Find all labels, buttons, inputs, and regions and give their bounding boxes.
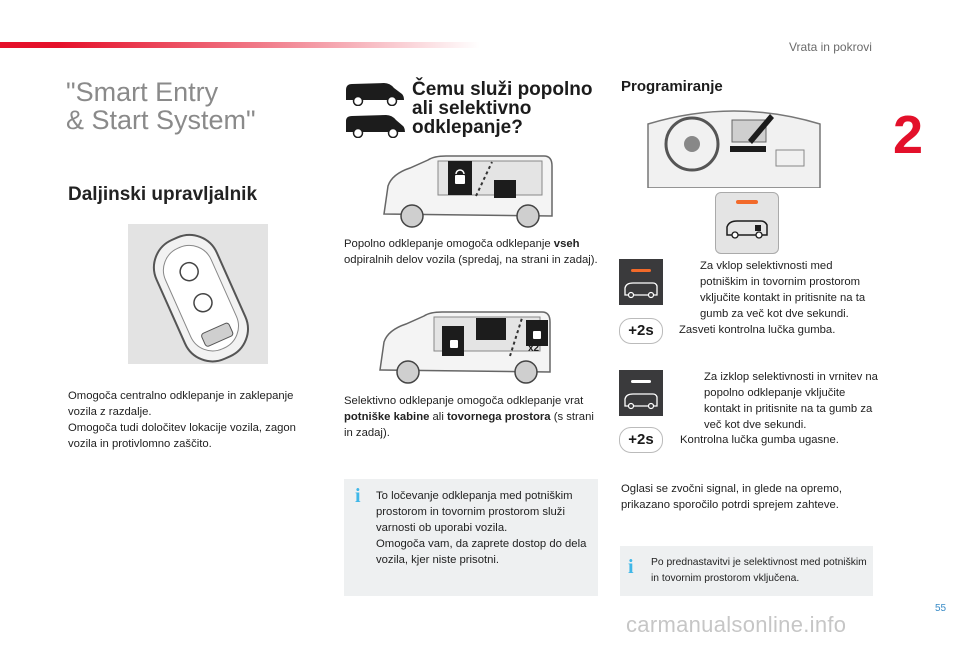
info-text-1: To ločevanje odklepanja med potniškim prostorom in tovornim prostorom služi varnosti ob uporabi vozila.: [376, 490, 573, 534]
purpose-heading: Čemu služi popolno ali selektivno odklepanje?: [412, 79, 593, 138]
press-2s-badge: +2s: [619, 427, 663, 453]
selective-text-mid: ali: [429, 411, 447, 423]
page-title-line2: & Start System": [66, 105, 256, 136]
van-lock-icon: [623, 390, 659, 410]
van-lock-icon: [725, 217, 769, 239]
info-box-separation-text: [376, 488, 590, 568]
dashboard-illustration: [644, 104, 824, 188]
selective-text-b: (s strani in zadaj).: [344, 411, 594, 439]
section-title: Vrata in pokrovi: [789, 40, 872, 54]
button-led-on: [619, 259, 663, 305]
full-unlock-description: [344, 236, 602, 268]
info-icon: i: [628, 556, 634, 578]
step2-text: Za izklop selektivnosti in vrnitev na popolno odklepanje vključite kontakt in pritisnite na ta gumb za več kot dve sekundi.: [704, 371, 878, 431]
info-icon: i: [355, 485, 361, 507]
step1-result: Zasveti kontrolna lučka gumba.: [679, 324, 836, 336]
selective-unlock-description: [344, 393, 602, 441]
led-on-indicator: [736, 200, 758, 204]
remote-text-1: Omogoča centralno odklepanje in zaklepanje vozila z razdalje.: [68, 390, 294, 418]
led-on-bar: [631, 269, 651, 272]
button-led-off: [619, 370, 663, 416]
led-off-bar: [631, 380, 651, 383]
page-number: 55: [935, 603, 947, 614]
selectivity-button-enlarged: [715, 192, 779, 254]
van-full-unlock-illustration: [376, 152, 560, 232]
programming-heading: Programiranje: [621, 78, 723, 95]
remote-key-illustration: [128, 224, 268, 364]
remote-text-2: Omogoča tudi določitev lokacije vozila, zagon vozila in protivlomno zaščito.: [68, 422, 296, 450]
info-text-2: Omogoča vam, da zaprete dostop do dela vozila, kjer niste prisotni.: [376, 538, 587, 566]
selective-text-a: Selektivno odklepanje omogoča odklepanje vrat: [344, 395, 584, 407]
remote-heading: Daljinski upravljalnik: [68, 184, 258, 205]
van-silhouette-icon: [344, 80, 406, 106]
selective-text-bold2: tovornega prostora: [446, 411, 551, 423]
van-lock-icon: [623, 279, 659, 299]
press-twice-label: x2: [528, 343, 540, 354]
step2-result: Kontrolna lučka gumba ugasne.: [680, 434, 839, 446]
press-2s-badge: +2s: [619, 318, 663, 344]
full-unlock-text-bold: vseh: [553, 238, 580, 250]
confirmation-text: Oglasi se zvočni signal, in glede na opremo, prikazano sporočilo potrdi sprejem zahteve.: [621, 483, 843, 511]
watermark: carmanualsonline.info: [626, 612, 847, 637]
selective-text-bold1: potniške kabine: [344, 411, 430, 423]
full-unlock-text-b: odpiralnih delov vozila (spredaj, na strani in zadaj).: [344, 254, 598, 266]
full-unlock-text-a: Popolno odklepanje omogoča odklepanje: [344, 238, 554, 250]
info-box-default-text: Po prednastavitvi je selektivnost med potniškim in tovornim prostorom vključena.: [651, 557, 867, 584]
step1-text: Za vklop selektivnosti med potniškim in tovornim prostorom vključite kontakt in pritisnite na ta gumb za več kot dve sekundi.: [700, 260, 866, 320]
page-title: [66, 78, 306, 135]
page-title-line1: "Smart Entry: [66, 77, 219, 107]
remote-description: [68, 388, 318, 452]
header-accent-bar: [0, 42, 480, 48]
long-van-silhouette-icon: [344, 112, 406, 138]
chapter-number: 2: [893, 105, 924, 165]
